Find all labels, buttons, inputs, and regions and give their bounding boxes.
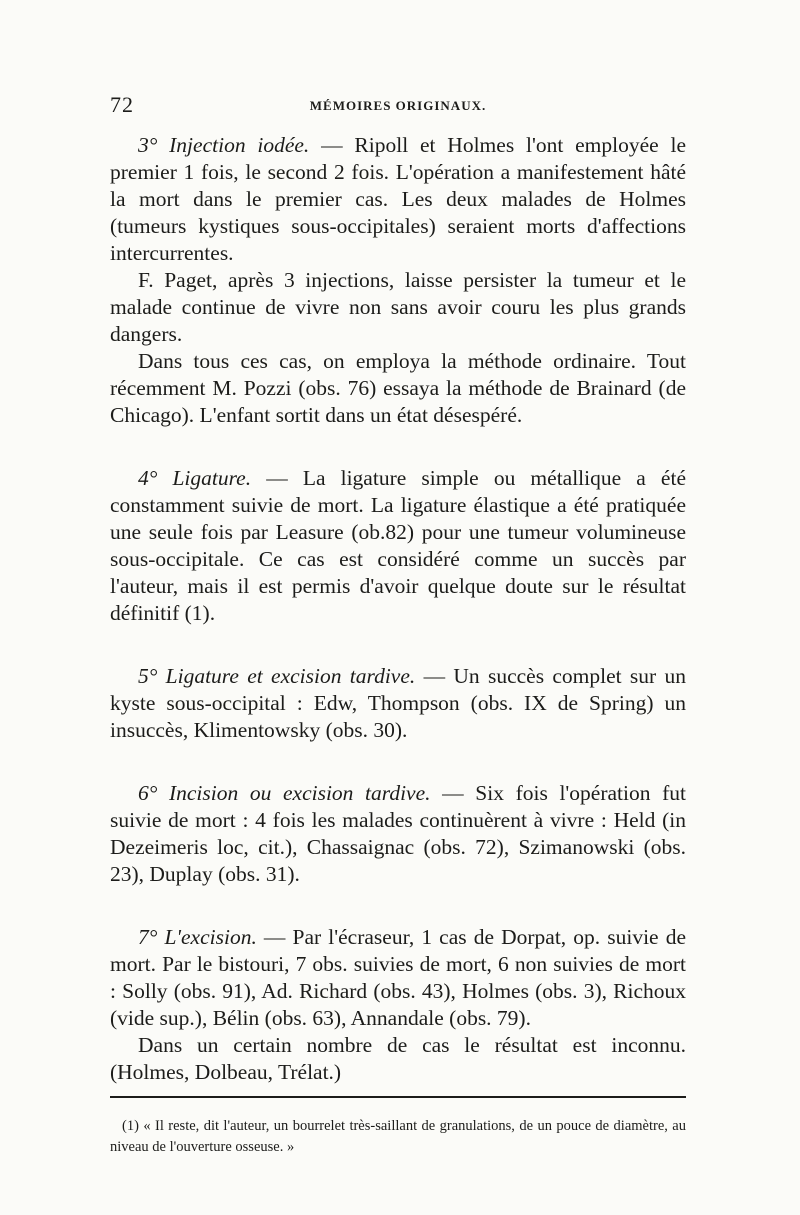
paragraph-ligature-excision — [110, 663, 686, 744]
paragraph-ligature — [110, 465, 686, 627]
paragraph-lead: 5° Ligature et excision tardive. — [138, 664, 416, 688]
running-head — [110, 92, 686, 122]
paragraph-incision — [110, 780, 686, 888]
paragraph-paget — [110, 267, 686, 348]
paragraph-text: F. Paget, après 3 injections, laisse persister la tumeur et le malade continue de vivre non sans avoir couru les plus grands dangers. — [110, 268, 686, 346]
paragraph-text: Dans tous ces cas, on employa la méthode ordinaire. Tout récemment M. Pozzi (obs. 76) essaya la méthode de Brainard (de Chicago). L'enfant sortit dans un état désespéré. — [110, 349, 686, 427]
paragraph-text: — Six fois l'opération fut suivie de mort : 4 fois les malades continuèrent à vivre : Held (in Dezeimeris loc, cit.), Chassaignac (obs. 72), Szimanowski (obs. 23), Duplay (obs. 31). — [110, 781, 686, 886]
running-title: MÉMOIRES ORIGINAUX. — [309, 98, 487, 113]
paragraph-text: — La ligature simple ou métallique a été constamment suivie de mort. La ligature élastique a été pratiquée une seule fois par Leasure (ob.82) pour une tumeur volumineuse sous-occipitale. Ce cas est considéré comme un succès par l'auteur, mais il est permis d'avoir quelque doute sur le résultat définitif (1). — [110, 466, 686, 625]
paragraph-methode — [110, 348, 686, 429]
page-number: 72 — [110, 92, 134, 117]
paragraph-text: Dans un certain nombre de cas le résultat est inconnu. (Holmes, Dolbeau, Trélat.) — [110, 1033, 686, 1084]
paragraph-excision — [110, 924, 686, 1032]
paragraph-lead: 4° Ligature. — [138, 466, 252, 490]
paragraph-lead: 7° L'excision. — [138, 925, 257, 949]
paragraph-text: — Un succès complet sur un kyste sous-occipital : Edw, Thompson (obs. IX de Spring) un insuccès, Klimentowsky (obs. 30). — [110, 664, 686, 742]
footnote: (1) « Il reste, dit l'auteur, un bourrelet très-saillant de granulations, de un pouce de diamètre, au niveau de l'ouverture osseuse. » — [110, 1118, 686, 1155]
paragraph-lead: 3° Injection iodée. — [138, 133, 310, 157]
paragraph-text: — Par l'écraseur, 1 cas de Dorpat, op. suivie de mort. Par le bistouri, 7 obs. suivies de mort, 6 non suivies de mort : Solly (obs. 91), Ad. Richard (obs. 43), Holmes (obs. 3), Richoux (vide sup.), Bélin (obs. 63), Annandale (obs. 79). — [110, 925, 686, 1030]
footnote-divider — [110, 1096, 686, 1098]
paragraph-lead: 6° Incision ou excision tardive. — [138, 781, 431, 805]
paragraph-text: — Ripoll et Holmes l'ont employée le premier 1 fois, le second 2 fois. L'opération a manifestement hâté la mort dans le premier cas. Les deux malades de Holmes (tumeurs kystiques sous-occipitales) seraient morts d'affections intercurrentes. — [110, 133, 686, 265]
paragraph-injection-iodee — [110, 132, 686, 267]
paragraph-resultat-inconnu — [110, 1032, 686, 1086]
book-page — [110, 92, 686, 1173]
